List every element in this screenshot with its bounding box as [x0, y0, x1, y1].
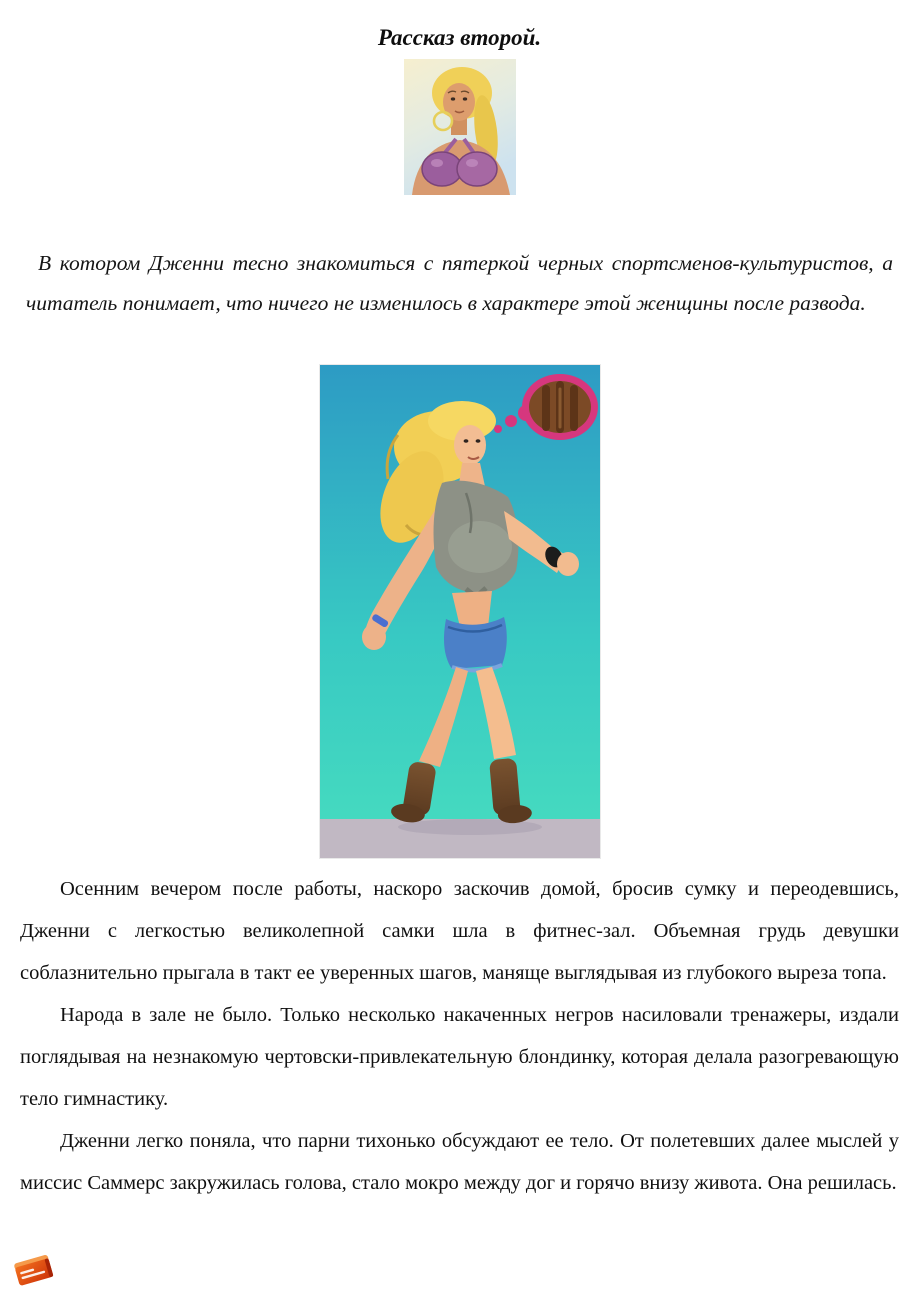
story-title: Рассказ второй.	[377, 25, 542, 50]
portrait-illustration	[404, 59, 516, 195]
publisher-logo-icon	[8, 1254, 54, 1296]
walking-scene-illustration	[320, 365, 600, 858]
scene-image	[320, 365, 600, 858]
top-shape	[422, 152, 462, 186]
intro-paragraph: В котором Дженни тесно знакомиться с пятеркой черных спортсменов-культуристов, а читатель понимает, что ничего не изменилось в характере этой женщины после развода.	[26, 251, 893, 315]
portrait-image	[404, 59, 516, 195]
body-paragraph-1: Осенним вечером после работы, наскоро заскочив домой, бросив сумку и переодевшись, Дженни с легкостью великолепной самки шла в фитнес-зал. Объемная грудь девушки соблазнительно прыгала в такт ее уверенных шагов, маняще выглядывая из глубокого выреза топа.	[20, 878, 899, 984]
body-paragraph-2: Народа в зале не было. Только несколько накаченных негров насиловали тренажеры, издали поглядывая на незнакомую чертовски-привлекательную блондинку, которая делала разогревающую тело гимнастику.	[20, 1004, 899, 1110]
story-body	[20, 868, 899, 1204]
body-paragraph-3: Дженни легко поняла, что парни тихонько обсуждают ее тело. От полетевших далее мыслей у миссис Саммерс закружилась голова, стало мокро между дог и горячо внизу живота. Она решилась.	[20, 1130, 899, 1194]
